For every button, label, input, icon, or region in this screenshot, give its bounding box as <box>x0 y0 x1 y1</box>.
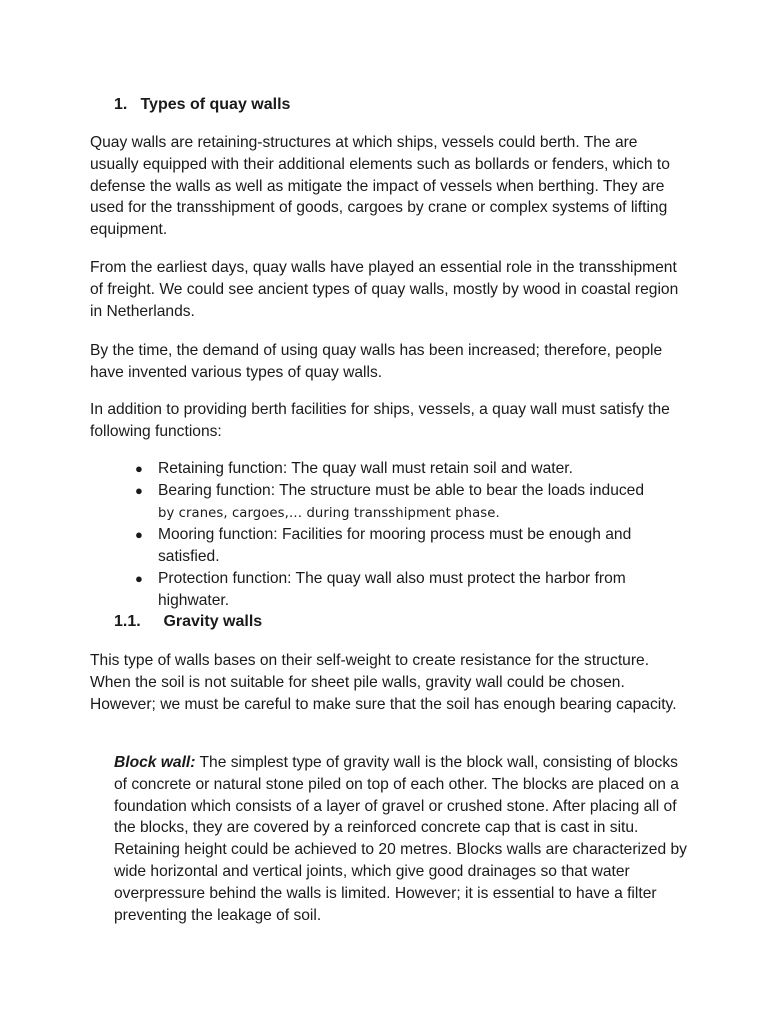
bullet-icon: ● <box>135 527 143 543</box>
functions-list <box>133 458 693 612</box>
section-heading-types-of-quay-walls <box>114 94 290 116</box>
paragraph-demand: By the time, the demand of using quay walls has been increased; therefore, people have invented various types of quay walls. <box>90 342 663 381</box>
paragraph-functions-intro: In addition to providing berth facilities for ships, vessels, a quay wall must satisfy the following functions: <box>90 401 670 440</box>
paragraph-history: From the earliest days, quay walls have played an essential role in the transshipment of freight. We could see ancient types of quay walls, mostly by wood in coastal region in Netherlands. <box>90 259 679 320</box>
bullet-icon: ● <box>135 482 143 498</box>
paragraph-gravity-walls: This type of walls bases on their self-weight to create resistance for the structure. When the soil is not suitable for sheet pile walls, gravity wall could be chosen. However; we must be careful to make sure that the soil has enough bearing capacity. <box>90 652 677 713</box>
paragraph-intro: Quay walls are retaining-structures at which ships, vessels could berth. The are usually equipped with their additional elements such as bollards or fenders, which to defense the walls as well as mitigate the impact of vessels when berthing. They are used for the transshipment of goods, cargoes by crane or complex systems of lifting equipment. <box>90 134 670 239</box>
subsection-title: Gravity walls <box>163 613 263 630</box>
subsection-heading-gravity-walls <box>114 611 262 633</box>
list-item-text: Retaining function: The quay wall must retain soil and water. <box>158 460 573 477</box>
paragraph-block-wall <box>114 752 689 926</box>
list-item <box>133 480 693 525</box>
list-item-text: Protection function: The quay wall also must protect the harbor from highwater. <box>158 569 626 609</box>
list-item <box>133 568 693 612</box>
section-number: 1. <box>114 96 128 113</box>
bullet-icon: ● <box>135 461 143 476</box>
block-wall-text: The simplest type of gravity wall is the block wall, consisting of blocks of concrete or natural stone piled on top of each other. The blocks are placed on a foundation which consists of a layer of gravel or crushed stone. After placing all of the blocks, they are covered by a reinforced concrete cap that is cast in situ. Retaining height could be achieved to 20 metres. Blocks walls are characterized by wide horizontal and vertical joints, which give good drainages so that water overpressure behind the walls is limited. However; it is essential to have a filter preventing the leakage of soil. <box>114 754 687 924</box>
block-wall-lead: Block wall: <box>114 754 196 771</box>
subsection-number: 1.1. <box>114 613 141 630</box>
list-item-text: Bearing function: The structure must be able to bear the loads induced <box>158 481 645 499</box>
list-item-text: Mooring function: Facilities for mooring process must be enough and satisfied. <box>158 526 632 566</box>
section-title: Types of quay walls <box>140 96 291 113</box>
bullet-icon: ● <box>135 570 143 586</box>
list-item <box>133 458 693 480</box>
list-item <box>133 524 693 568</box>
list-item-text-continuation: by cranes, cargoes,… during transshipment phase. <box>158 505 500 521</box>
